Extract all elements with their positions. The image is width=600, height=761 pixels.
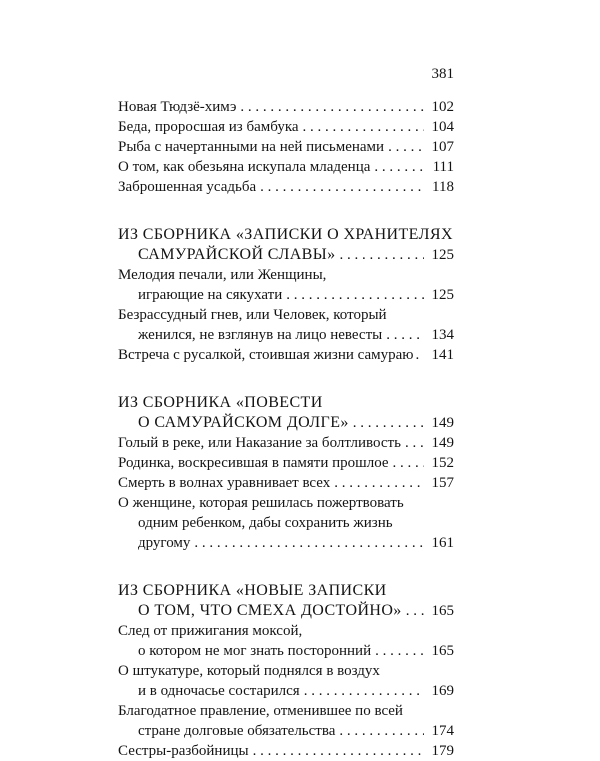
entry-page: 102 xyxy=(431,99,454,115)
leader-dots xyxy=(349,413,424,433)
entry-title: Сестры-разбойницы xyxy=(118,743,249,759)
leader-dots xyxy=(371,641,424,661)
entry-page: 125 xyxy=(431,247,454,263)
toc-entry[interactable] xyxy=(118,157,454,177)
entry-page: 169 xyxy=(431,683,454,699)
entry-title: Смерть в волнах уравнивает всех xyxy=(118,475,331,491)
leader-dots xyxy=(370,157,424,177)
entry-title: О том, как обезьяна искупала младенца xyxy=(118,159,371,175)
entry-title: и в одночасье состарился xyxy=(138,683,300,699)
section-heading-entry[interactable] xyxy=(118,245,454,265)
leader-dots xyxy=(413,345,424,365)
section-heading-line2: О САМУРАЙСКОМ ДОЛГЕ» xyxy=(138,414,349,431)
entry-page: 165 xyxy=(431,643,454,659)
entry-title: Новая Тюдзё-химэ xyxy=(118,99,237,115)
toc-entry[interactable] xyxy=(118,117,454,137)
leader-dots xyxy=(300,681,424,701)
leader-dots xyxy=(249,741,424,761)
leader-dots xyxy=(336,245,424,265)
entry-page: 134 xyxy=(431,327,454,343)
entry-page: 104 xyxy=(431,119,454,135)
toc-entry[interactable] xyxy=(118,137,454,157)
entry-title: Голый в реке, или Наказание за болтливость xyxy=(118,435,401,451)
entry-title: женился, не взглянув на лицо невесты xyxy=(138,327,383,343)
entry-page: 149 xyxy=(431,415,454,431)
leader-dots xyxy=(190,533,424,553)
entry-title: другому xyxy=(138,535,191,551)
entry-title: Беда, проросшая из бамбука xyxy=(118,119,299,135)
section-heading-line2: САМУРАЙСКОЙ СЛАВЫ» xyxy=(138,246,336,263)
entry-page: 174 xyxy=(431,723,454,739)
entry-page: 149 xyxy=(431,435,454,451)
leader-dots xyxy=(330,473,424,493)
toc-entry[interactable] xyxy=(118,97,454,117)
leader-dots xyxy=(282,285,424,305)
leader-dots xyxy=(299,117,424,137)
entry-page: 152 xyxy=(431,455,454,471)
section-heading: ИЗ СБОРНИКА «ПОВЕСТИ xyxy=(118,394,323,411)
entry-title: Встреча с русалкой, стоившая жизни самураю xyxy=(118,347,414,363)
page-number: 381 xyxy=(431,66,454,82)
entry-page: 179 xyxy=(431,743,454,759)
section-heading: ИЗ СБОРНИКА «ЗАПИСКИ О ХРАНИТЕЛЯХ xyxy=(118,226,453,243)
entry-title-line[interactable]: Мелодия печали, или Женщины, xyxy=(118,267,327,283)
leader-dots xyxy=(384,137,424,157)
leader-dots xyxy=(335,721,424,741)
toc-entry[interactable] xyxy=(118,473,454,493)
section-heading-entry[interactable] xyxy=(118,601,454,621)
entry-page: 141 xyxy=(431,347,454,363)
toc-entry[interactable] xyxy=(118,641,454,661)
toc-entry[interactable] xyxy=(118,741,454,761)
leader-dots xyxy=(402,601,424,621)
entry-title: Родинка, воскресившая в памяти прошлое xyxy=(118,455,389,471)
toc-entry[interactable] xyxy=(118,533,454,553)
toc-entry[interactable] xyxy=(118,285,454,305)
entry-page: 118 xyxy=(432,179,454,195)
entry-title: о котором не мог знать посторонний xyxy=(138,643,372,659)
entry-title-line[interactable]: одним ребенком, дабы сохранить жизнь xyxy=(138,515,393,531)
section-heading-line2: О ТОМ, ЧТО СМЕХА ДОСТОЙНО» xyxy=(138,602,402,619)
entry-title-line[interactable]: О женщине, которая решилась пожертвовать xyxy=(118,495,404,511)
entry-page: 165 xyxy=(431,603,454,619)
leader-dots xyxy=(236,97,424,117)
toc-entry[interactable] xyxy=(118,177,454,197)
entry-page: 111 xyxy=(432,159,454,175)
section-heading: ИЗ СБОРНИКА «НОВЫЕ ЗАПИСКИ xyxy=(118,582,387,599)
entry-title-line[interactable]: След от прижигания моксой, xyxy=(118,623,303,639)
leader-dots xyxy=(382,325,424,345)
entry-page: 161 xyxy=(431,535,454,551)
entry-title: играющие на сякухати xyxy=(138,287,283,303)
toc-entry[interactable] xyxy=(118,453,454,473)
entry-title: стране долговые обязательства xyxy=(138,723,336,739)
leader-dots xyxy=(389,453,424,473)
toc-entry[interactable] xyxy=(118,433,454,453)
entry-page: 125 xyxy=(431,287,454,303)
entry-page: 107 xyxy=(431,139,454,155)
toc-entry[interactable] xyxy=(118,345,454,365)
toc-entry[interactable] xyxy=(118,681,454,701)
table-of-contents xyxy=(118,97,454,761)
entry-page: 157 xyxy=(431,475,454,491)
section-heading-entry[interactable] xyxy=(118,413,454,433)
entry-title-line[interactable]: О штукатуре, который поднялся в воздух xyxy=(118,663,380,679)
toc-entry[interactable] xyxy=(118,325,454,345)
entry-title-line[interactable]: Благодатное правление, отменившее по всей xyxy=(118,703,403,719)
entry-title-line[interactable]: Безрассудный гнев, или Человек, который xyxy=(118,307,387,323)
entry-title: Заброшенная усадьба xyxy=(118,179,257,195)
entry-title: Рыба с начертанными на ней письменами xyxy=(118,139,385,155)
toc-entry[interactable] xyxy=(118,721,454,741)
leader-dots xyxy=(256,177,424,197)
leader-dots xyxy=(401,433,424,453)
